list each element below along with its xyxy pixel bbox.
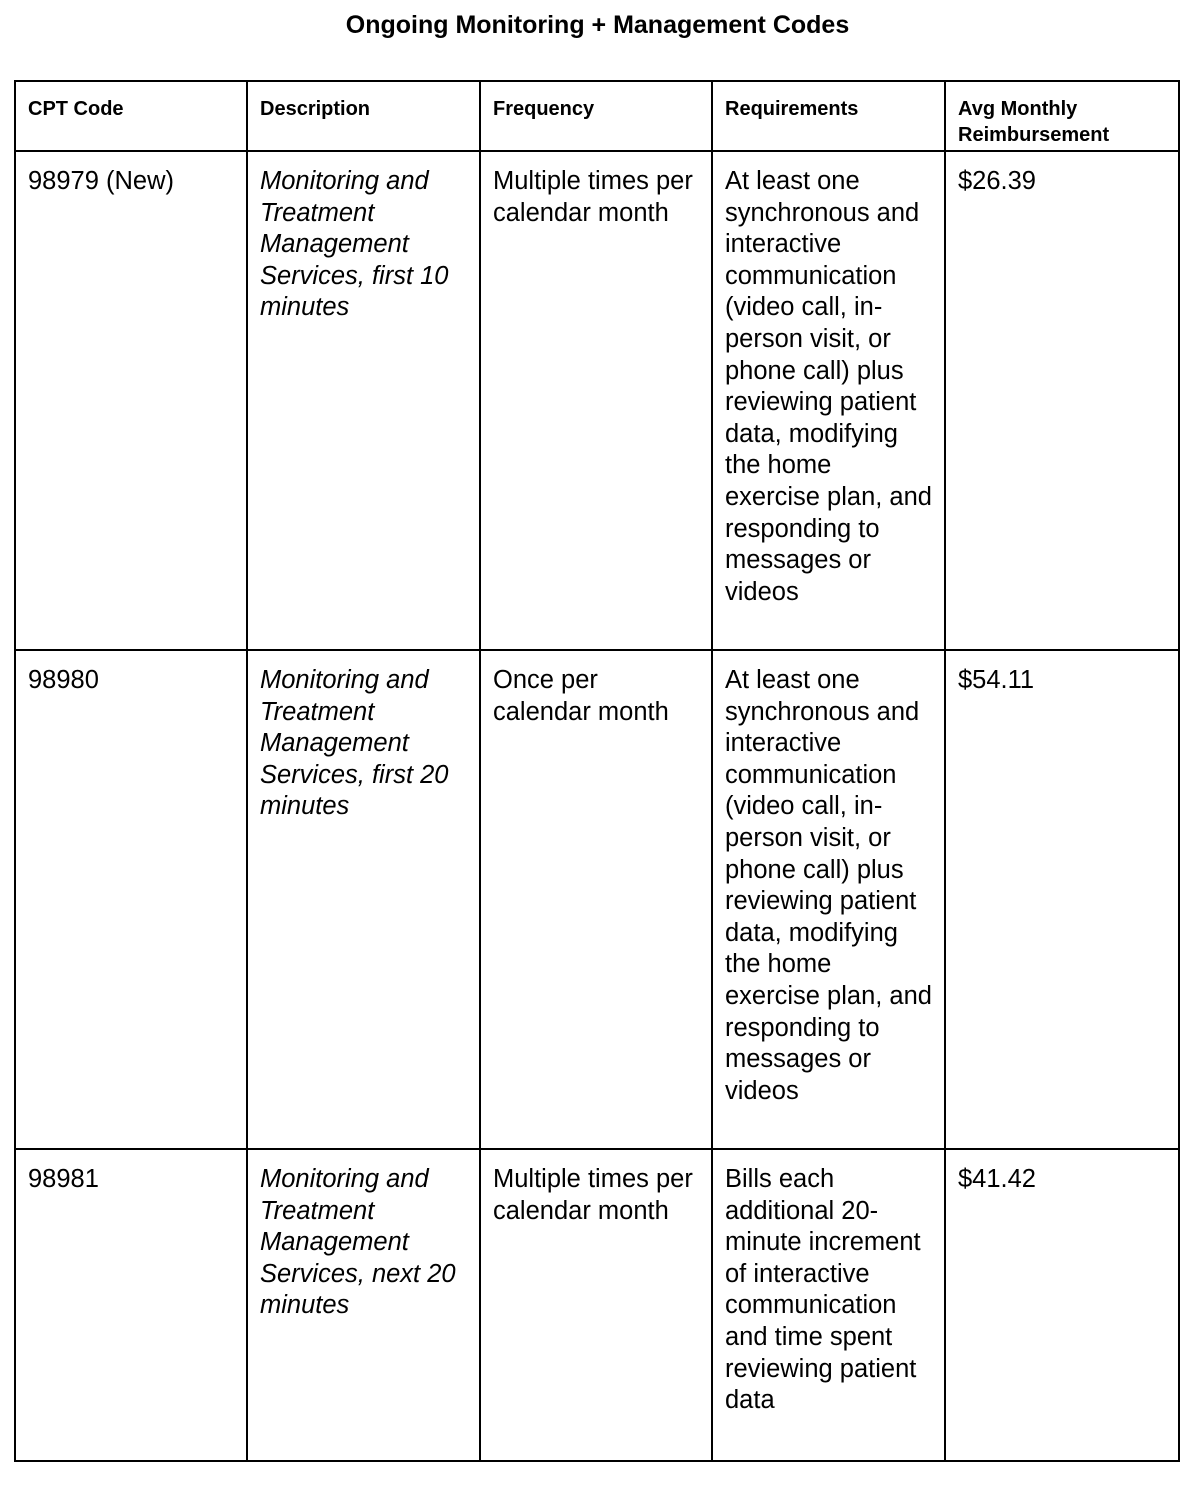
header-avg-monthly-reimbursement: Avg Monthly Reimbursement [945,81,1179,151]
cell-requirements: At least one synchronous and interactive communication (video call, in-person visit, or phone call) plus reviewing patient data, modifying the home exercise plan, and responding to messages or videos [712,650,945,1149]
header-cpt-code: CPT Code [15,81,247,151]
cell-frequency: Multiple times per calendar month [480,151,712,650]
table-header-row [15,81,1179,151]
table-row [15,650,1179,1149]
cell-reimbursement: $26.39 [945,151,1179,650]
cpt-codes-table [14,80,1180,1462]
cell-cpt-code: 98979 (New) [15,151,247,650]
cell-frequency: Multiple times per calendar month [480,1149,712,1461]
cell-description: Monitoring and Treatment Management Services, first 20 minutes [247,650,480,1149]
cell-description: Monitoring and Treatment Management Services, first 10 minutes [247,151,480,650]
header-description: Description [247,81,480,151]
document-title: Ongoing Monitoring + Management Codes [345,11,850,39]
cell-description: Monitoring and Treatment Management Services, next 20 minutes [247,1149,480,1461]
header-frequency: Frequency [480,81,712,151]
cell-cpt-code: 98980 [15,650,247,1149]
header-requirements: Requirements [712,81,945,151]
cell-reimbursement: $54.11 [945,650,1179,1149]
cell-requirements: Bills each additional 20-minute increment of interactive communication and time spent reviewing patient data [712,1149,945,1461]
cell-frequency: Once per calendar month [480,650,712,1149]
table-row [15,151,1179,650]
table-row [15,1149,1179,1461]
cell-cpt-code: 98981 [15,1149,247,1461]
cell-reimbursement: $41.42 [945,1149,1179,1461]
cell-requirements: At least one synchronous and interactive communication (video call, in-person visit, or phone call) plus reviewing patient data, modifying the home exercise plan, and responding to messages or videos [712,151,945,650]
